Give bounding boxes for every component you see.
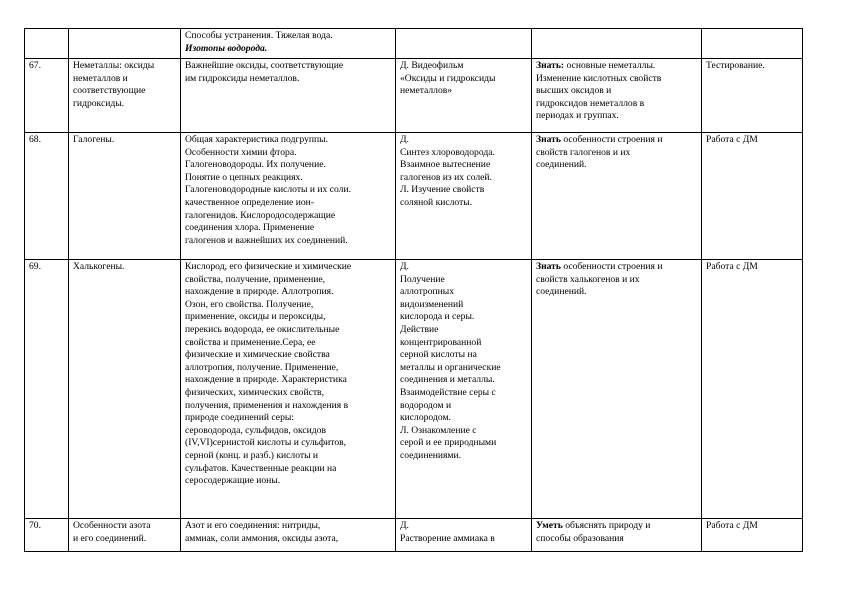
- cell-line: свойства, получение, применение,: [185, 273, 326, 285]
- cell-line: металлы и органические: [400, 361, 501, 373]
- control-form: Работа с ДМ: [706, 520, 758, 531]
- cell-line: водородом и: [400, 399, 452, 411]
- lesson-number: 70.: [29, 520, 41, 531]
- requirement-text: способы образования: [536, 532, 624, 544]
- cell-line: аллотропных: [400, 286, 455, 298]
- cell-line: аммиак, соли аммония, оксиды азота,: [185, 532, 339, 544]
- cell-line: Взаимодействие серы с: [400, 386, 496, 398]
- cell-line: сульфатов. Качественные реакции на: [185, 462, 337, 474]
- cell-line: Д. Видеофильм: [400, 60, 464, 71]
- cell-line: [536, 60, 698, 73]
- lesson-content-cell: [181, 133, 396, 260]
- cell-line: кислорода и серы.: [400, 311, 475, 323]
- cell-line: соответствующие: [73, 85, 146, 97]
- control-form-cell: [702, 29, 803, 59]
- cell-line: гидроксиды.: [73, 97, 125, 109]
- cell-line: нахождение в природе. Характеристика: [185, 374, 347, 386]
- cell-line: сероводорода, сульфидов, оксидов: [185, 424, 326, 436]
- cell-line: Синтез хлороводорода.: [400, 146, 495, 158]
- cell-line: и его соединений.: [73, 532, 147, 544]
- cell-line: Получение: [400, 273, 445, 285]
- cell-line: соединения и металлы.: [400, 374, 495, 386]
- cell-line: [536, 134, 698, 147]
- lesson-topic-cell: [69, 133, 181, 260]
- cell-line: [536, 533, 698, 546]
- cell-line: (IV,VI)сернистой кислоты и сульфитов,: [185, 437, 347, 449]
- lesson-topic-cell: [69, 29, 181, 59]
- requirement-text: свойств халькогенов и их: [536, 273, 640, 285]
- cell-line: Галогеноводородные кислоты и их соли.: [185, 184, 351, 196]
- cell-line: Изотопы водорода.: [185, 42, 268, 54]
- cell-line: соляной кислоты.: [400, 196, 473, 208]
- lesson-number-cell: [25, 260, 69, 519]
- cell-line: [536, 274, 698, 287]
- lesson-content-cell: [181, 260, 396, 519]
- control-form-cell: [702, 59, 803, 133]
- requirements-cell: [532, 260, 702, 519]
- lesson-content-cell: [181, 59, 396, 133]
- requirements-cell: [532, 29, 702, 59]
- cell-line: аллотропия, получение. Применение,: [185, 361, 339, 373]
- requirement-keyword: Уметь: [536, 520, 563, 531]
- cell-line: серосодержащие ионы.: [185, 475, 281, 487]
- cell-line: [536, 159, 698, 172]
- cell-line: [536, 286, 698, 299]
- cell-line: физические и химические свойства: [185, 349, 330, 361]
- demonstration-cell: [396, 260, 532, 519]
- cell-line: Понятие о цепных реакциях.: [185, 171, 303, 183]
- cell-line: Л. Изучение свойств: [400, 184, 485, 196]
- requirement-text: особенности строения и: [560, 261, 663, 272]
- cell-line: [536, 98, 698, 111]
- cell-line: Общая характеристика подгруппы.: [185, 134, 328, 145]
- requirement-text: Изменение кислотных свойств: [536, 72, 662, 84]
- demonstration-cell: [396, 29, 532, 59]
- cell-line: [536, 147, 698, 160]
- requirement-text: высших оксидов и: [536, 85, 612, 97]
- requirements-cell: [532, 133, 702, 260]
- cell-line: Действие: [400, 323, 439, 335]
- cell-line: галогенов и важнейших их соединений.: [185, 234, 348, 246]
- demonstration-cell: [396, 519, 532, 552]
- control-form: Тестирование.: [706, 60, 765, 71]
- cell-line: [536, 261, 698, 274]
- cell-line: Д.: [400, 520, 409, 531]
- requirement-text: основные неметаллы.: [564, 60, 656, 71]
- control-form-cell: [702, 133, 803, 260]
- requirement-keyword: Знать:: [536, 60, 565, 71]
- lesson-number-cell: [25, 59, 69, 133]
- table-row: [25, 519, 803, 552]
- cell-line: Галогены.: [73, 134, 115, 145]
- lesson-topic-cell: [69, 519, 181, 552]
- cell-line: [536, 110, 698, 123]
- cell-line: нахождение в природе. Аллотропия.: [185, 286, 334, 298]
- table-row: [25, 260, 803, 519]
- lesson-plan-table: [24, 28, 803, 552]
- cell-line: получения, применения и нахождения в: [185, 399, 349, 411]
- cell-line: концентрированной: [400, 336, 482, 348]
- requirement-text: объяснять природу и: [562, 520, 651, 531]
- cell-line: Особенности азота: [73, 520, 151, 531]
- cell-line: галогенидов. Кислородосодержащие: [185, 209, 336, 221]
- cell-line: [536, 85, 698, 98]
- cell-line: Кислород, его физические и химические: [185, 261, 352, 272]
- requirement-text: соединений.: [536, 286, 587, 298]
- cell-line: Д.: [400, 134, 409, 145]
- cell-line: перекись водорода, ее окислительные: [185, 323, 340, 335]
- control-form-cell: [702, 260, 803, 519]
- requirement-text: периодах и группах.: [536, 110, 619, 122]
- cell-line: Взаимное вытеснение: [400, 159, 491, 171]
- cell-line: свойства и применение.Сера, ее: [185, 336, 316, 348]
- cell-line: «Оксиды и гидроксиды: [400, 72, 496, 84]
- cell-line: кислородом.: [400, 412, 451, 424]
- table-row: [25, 133, 803, 260]
- lesson-number-cell: [25, 133, 69, 260]
- requirement-text: особенности строения и: [560, 134, 663, 145]
- cell-line: Галогеноводороды. Их получение.: [185, 159, 326, 171]
- cell-line: соединениями.: [400, 449, 461, 461]
- cell-line: неметаллов»: [400, 85, 453, 97]
- requirement-text: соединений.: [536, 159, 587, 171]
- cell-line: применение, оксиды и пероксиды,: [185, 311, 326, 323]
- control-form: Работа с ДМ: [706, 134, 758, 145]
- cell-line: неметаллов и: [73, 72, 128, 84]
- control-form: Работа с ДМ: [706, 261, 758, 272]
- cell-line: Растворение аммиака в: [400, 532, 495, 544]
- cell-line: Способы устранения. Тяжелая вода.: [185, 30, 333, 41]
- lesson-topic-cell: [69, 260, 181, 519]
- requirement-keyword: Знать: [536, 134, 561, 145]
- cell-line: серной кислоты на: [400, 349, 477, 361]
- cell-line: Азот и его соединения: нитриды,: [185, 520, 321, 531]
- cell-line: соединения хлора. Применение: [185, 222, 315, 234]
- cell-line: качественное определение ион-: [185, 196, 314, 208]
- cell-line: серой и ее природными: [400, 437, 497, 449]
- lesson-number: 67.: [29, 60, 41, 71]
- cell-line: природе соединений серы:: [185, 412, 294, 424]
- requirement-text: свойств галогенов и их: [536, 146, 631, 158]
- cell-line: серной (конц. и разб.) кислоты и: [185, 449, 319, 461]
- cell-line: Л. Ознакомление с: [400, 424, 477, 436]
- demonstration-cell: [396, 59, 532, 133]
- requirement-text: гидроксидов неметаллов в: [536, 97, 645, 109]
- lesson-content-cell: [181, 29, 396, 59]
- cell-line: Особенности химии фтора.: [185, 146, 297, 158]
- cell-line: Озон, его свойства. Получение,: [185, 298, 314, 310]
- table-row: [25, 29, 803, 59]
- cell-line: Неметаллы: оксиды: [73, 60, 155, 71]
- table-row: [25, 59, 803, 133]
- lesson-number-cell: [25, 519, 69, 552]
- control-form-cell: [702, 519, 803, 552]
- cell-line: физических, химических свойств,: [185, 386, 324, 398]
- lesson-number-cell: [25, 29, 69, 59]
- cell-line: галогенов из их солей.: [400, 171, 492, 183]
- cell-line: видоизменений: [400, 298, 464, 310]
- cell-line: [536, 73, 698, 86]
- requirement-keyword: Знать: [536, 261, 561, 272]
- requirements-cell: [532, 519, 702, 552]
- cell-line: Д.: [400, 261, 409, 272]
- cell-line: им гидроксиды неметаллов.: [185, 72, 300, 84]
- lesson-topic-cell: [69, 59, 181, 133]
- cell-line: Халькогены.: [73, 261, 125, 272]
- lesson-content-cell: [181, 519, 396, 552]
- lesson-number: 68.: [29, 134, 41, 145]
- cell-line: [536, 520, 698, 533]
- cell-line: Важнейшие оксиды, соответствующие: [185, 60, 344, 71]
- demonstration-cell: [396, 133, 532, 260]
- requirements-cell: [532, 59, 702, 133]
- lesson-number: 69.: [29, 261, 41, 272]
